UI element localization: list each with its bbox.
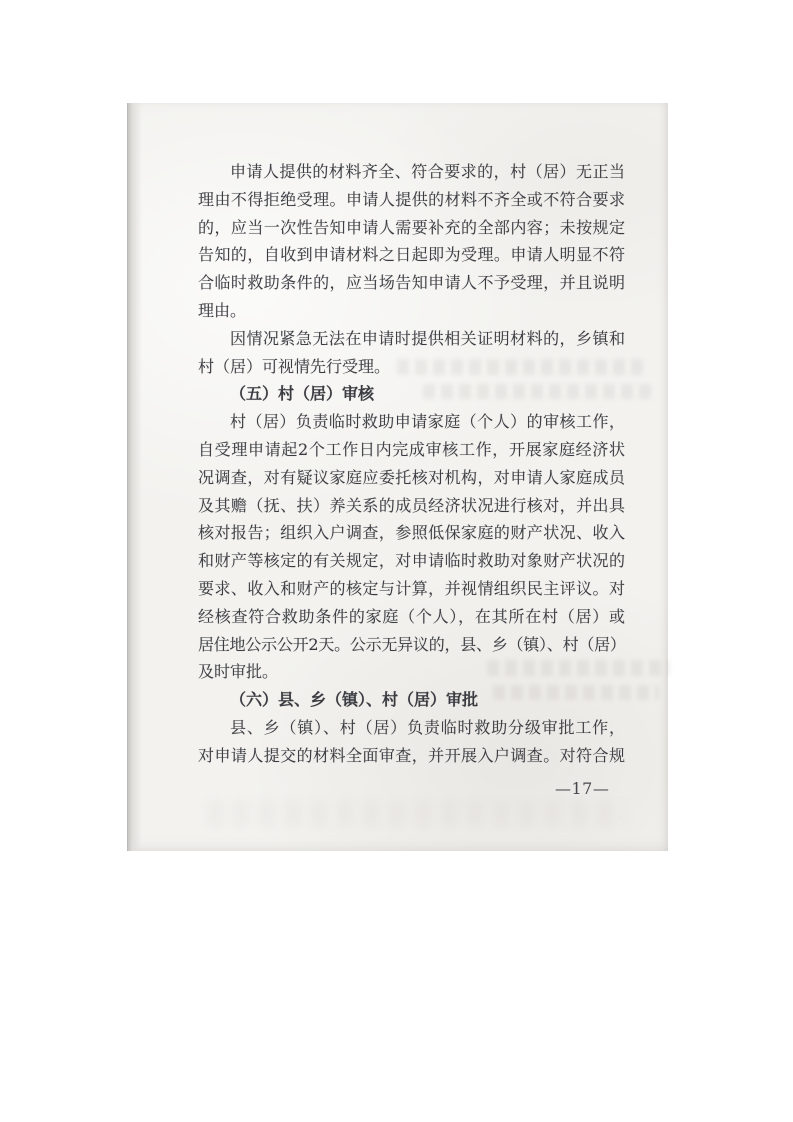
text-line: 因情况紧急无法在申请时提供相关证明材料的，乡镇和	[230, 328, 625, 348]
page-binding-shadow	[127, 103, 142, 851]
text-line: 及其赡（抚、扶）养关系的成员经济状况进行核对，并出具	[198, 495, 625, 515]
text-line: 要求、收入和财产的核定与计算，并视情组织民主评议。对	[198, 578, 625, 598]
text-line: （五）村（居）审核	[230, 384, 375, 404]
text-line: 自受理申请起2个工作日内完成审核工作，开展家庭经济状	[198, 439, 625, 459]
document-page	[127, 103, 668, 851]
text-line: （六）县、乡（镇）、村（居）审批	[230, 690, 479, 710]
text-line: 村（居）负责临时救助申请家庭（个人）的审核工作，	[230, 412, 625, 432]
text-line: 经核查符合救助条件的家庭（个人），在其所在村（居）或	[198, 606, 625, 626]
text-line: 村（居）可视情先行受理。	[198, 356, 391, 376]
text-line: 居住地公示公开2天。公示无异议的，县、乡（镇）、村（居）	[198, 634, 625, 654]
text-line: 况调查，对有疑议家庭应委托核对机构，对申请人家庭成员	[198, 467, 625, 487]
text-line: 县、乡（镇）、村（居）负责临时救助分级审批工作，	[230, 717, 625, 737]
text-line: 理由。	[198, 300, 247, 320]
text-line: 和财产等核定的有关规定，对申请临时救助对象财产状况的	[198, 551, 625, 571]
text-line: 核对报告；组织入户调查，参照低保家庭的财产状况、收入	[198, 523, 625, 543]
text-line: 申请人提供的材料齐全、符合要求的，村（居）无正当	[230, 162, 625, 181]
text-line: 对申请人提交的材料全面审查，并开展入户调查。对符合规	[198, 745, 625, 765]
text-line: 的，应当一次性告知申请人需要补充的全部内容；未按规定	[198, 217, 625, 237]
text-line: 告知的，自收到申请材料之日起即为受理。申请人明显不符	[198, 245, 625, 265]
text-line: 合临时救助条件的，应当场告知申请人不予受理，并且说明	[198, 273, 625, 293]
page-number: —17—	[555, 779, 610, 798]
document-text-block	[198, 158, 625, 770]
bleed-through-smudge	[207, 800, 627, 828]
text-line: 及时审批。	[198, 662, 279, 682]
text-line: 理由不得拒绝受理。申请人提供的材料不齐全或不符合要求	[198, 189, 625, 209]
